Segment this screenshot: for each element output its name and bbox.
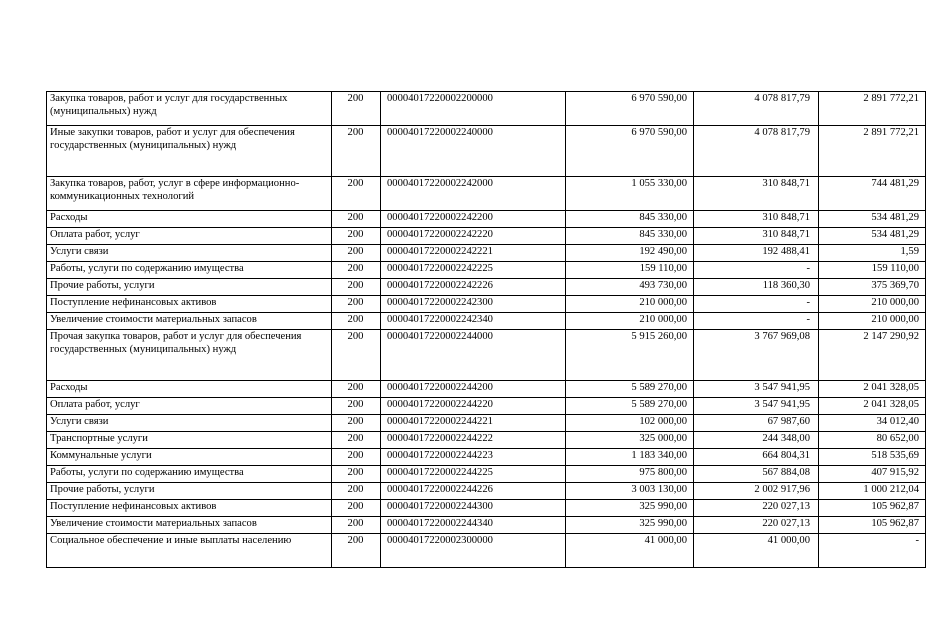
expense-name-cell: Работы, услуги по содержанию имущества: [47, 466, 332, 483]
table-row: [47, 398, 926, 415]
remaining-amount-cell: 105 962,87: [819, 517, 926, 534]
table-row: [47, 534, 926, 568]
remaining-amount-cell: 2 041 328,05: [819, 398, 926, 415]
line-code-cell: 200: [332, 415, 381, 432]
approved-amount-cell: 325 990,00: [566, 500, 694, 517]
budget-classification-code-cell: 00004017220002244340: [381, 517, 566, 534]
table-row: [47, 177, 926, 211]
expense-name-cell: Закупка товаров, работ, услуг в сфере информационно-коммуникационных технологий: [47, 177, 332, 211]
budget-classification-code-cell: 00004017220002242225: [381, 262, 566, 279]
line-code-cell: 200: [332, 449, 381, 466]
table-row: [47, 466, 926, 483]
expense-name-cell: Увеличение стоимости материальных запасов: [47, 517, 332, 534]
table-row: [47, 228, 926, 245]
remaining-amount-cell: 375 369,70: [819, 279, 926, 296]
expense-name-cell: Коммунальные услуги: [47, 449, 332, 466]
line-code-cell: 200: [332, 466, 381, 483]
budget-classification-code-cell: 00004017220002244222: [381, 432, 566, 449]
approved-amount-cell: 6 970 590,00: [566, 126, 694, 177]
table-row: [47, 296, 926, 313]
table-row: [47, 449, 926, 466]
remaining-amount-cell: 1,59: [819, 245, 926, 262]
remaining-amount-cell: 2 891 772,21: [819, 126, 926, 177]
budget-classification-code-cell: 00004017220002244223: [381, 449, 566, 466]
remaining-amount-cell: 2 147 290,92: [819, 330, 926, 381]
executed-amount-cell: 192 488,41: [694, 245, 819, 262]
line-code-cell: 200: [332, 177, 381, 211]
remaining-amount-cell: 210 000,00: [819, 313, 926, 330]
budget-classification-code-cell: 00004017220002244200: [381, 381, 566, 398]
line-code-cell: 200: [332, 92, 381, 126]
expense-name-cell: Поступление нефинансовых активов: [47, 296, 332, 313]
budget-classification-code-cell: 00004017220002242221: [381, 245, 566, 262]
line-code-cell: 200: [332, 381, 381, 398]
remaining-amount-cell: 80 652,00: [819, 432, 926, 449]
remaining-amount-cell: 1 000 212,04: [819, 483, 926, 500]
executed-amount-cell: 67 987,60: [694, 415, 819, 432]
expense-name-cell: Оплата работ, услуг: [47, 228, 332, 245]
line-code-cell: 200: [332, 534, 381, 568]
line-code-cell: 200: [332, 126, 381, 177]
remaining-amount-cell: 534 481,29: [819, 228, 926, 245]
approved-amount-cell: 1 183 340,00: [566, 449, 694, 466]
approved-amount-cell: 845 330,00: [566, 211, 694, 228]
expense-name-cell: Поступление нефинансовых активов: [47, 500, 332, 517]
approved-amount-cell: 41 000,00: [566, 534, 694, 568]
budget-classification-code-cell: 00004017220002244000: [381, 330, 566, 381]
approved-amount-cell: 1 055 330,00: [566, 177, 694, 211]
executed-amount-cell: 41 000,00: [694, 534, 819, 568]
approved-amount-cell: 102 000,00: [566, 415, 694, 432]
executed-amount-cell: -: [694, 313, 819, 330]
line-code-cell: 200: [332, 483, 381, 500]
table-row: [47, 262, 926, 279]
expense-name-cell: Расходы: [47, 381, 332, 398]
expense-name-cell: Услуги связи: [47, 415, 332, 432]
line-code-cell: 200: [332, 330, 381, 381]
executed-amount-cell: 310 848,71: [694, 228, 819, 245]
table-row: [47, 415, 926, 432]
expense-name-cell: Прочая закупка товаров, работ и услуг для обеспечения государственных (муниципальных) нужд: [47, 330, 332, 381]
line-code-cell: 200: [332, 279, 381, 296]
approved-amount-cell: 159 110,00: [566, 262, 694, 279]
approved-amount-cell: 5 589 270,00: [566, 381, 694, 398]
table-row: [47, 483, 926, 500]
executed-amount-cell: 310 848,71: [694, 211, 819, 228]
line-code-cell: 200: [332, 313, 381, 330]
budget-classification-code-cell: 00004017220002242300: [381, 296, 566, 313]
table-row: [47, 279, 926, 296]
budget-execution-table: [46, 91, 926, 568]
budget-classification-code-cell: 00004017220002244226: [381, 483, 566, 500]
expense-name-cell: Прочие работы, услуги: [47, 279, 332, 296]
line-code-cell: 200: [332, 500, 381, 517]
approved-amount-cell: 845 330,00: [566, 228, 694, 245]
expense-name-cell: Увеличение стоимости материальных запасов: [47, 313, 332, 330]
table-row: [47, 92, 926, 126]
remaining-amount-cell: 105 962,87: [819, 500, 926, 517]
executed-amount-cell: 3 767 969,08: [694, 330, 819, 381]
budget-classification-code-cell: 00004017220002300000: [381, 534, 566, 568]
line-code-cell: 200: [332, 245, 381, 262]
executed-amount-cell: 118 360,30: [694, 279, 819, 296]
executed-amount-cell: 2 002 917,96: [694, 483, 819, 500]
budget-classification-code-cell: 00004017220002242200: [381, 211, 566, 228]
budget-classification-code-cell: 00004017220002240000: [381, 126, 566, 177]
budget-classification-code-cell: 00004017220002244221: [381, 415, 566, 432]
executed-amount-cell: 244 348,00: [694, 432, 819, 449]
line-code-cell: 200: [332, 296, 381, 313]
table-row: [47, 211, 926, 228]
budget-classification-code-cell: 00004017220002242340: [381, 313, 566, 330]
line-code-cell: 200: [332, 517, 381, 534]
remaining-amount-cell: 744 481,29: [819, 177, 926, 211]
expense-name-cell: Социальное обеспечение и иные выплаты населению: [47, 534, 332, 568]
line-code-cell: 200: [332, 262, 381, 279]
expense-name-cell: Работы, услуги по содержанию имущества: [47, 262, 332, 279]
executed-amount-cell: 3 547 941,95: [694, 398, 819, 415]
remaining-amount-cell: 2 891 772,21: [819, 92, 926, 126]
table-row: [47, 245, 926, 262]
approved-amount-cell: 975 800,00: [566, 466, 694, 483]
approved-amount-cell: 210 000,00: [566, 313, 694, 330]
table-row: [47, 381, 926, 398]
line-code-cell: 200: [332, 432, 381, 449]
remaining-amount-cell: 210 000,00: [819, 296, 926, 313]
table-body: [47, 92, 926, 568]
approved-amount-cell: 5 589 270,00: [566, 398, 694, 415]
executed-amount-cell: 567 884,08: [694, 466, 819, 483]
line-code-cell: 200: [332, 228, 381, 245]
table-row: [47, 330, 926, 381]
budget-classification-code-cell: 00004017220002200000: [381, 92, 566, 126]
approved-amount-cell: 210 000,00: [566, 296, 694, 313]
approved-amount-cell: 192 490,00: [566, 245, 694, 262]
budget-classification-code-cell: 00004017220002244225: [381, 466, 566, 483]
approved-amount-cell: 325 990,00: [566, 517, 694, 534]
expense-name-cell: Прочие работы, услуги: [47, 483, 332, 500]
budget-classification-code-cell: 00004017220002244220: [381, 398, 566, 415]
remaining-amount-cell: 534 481,29: [819, 211, 926, 228]
approved-amount-cell: 5 915 260,00: [566, 330, 694, 381]
budget-classification-code-cell: 00004017220002242220: [381, 228, 566, 245]
budget-classification-code-cell: 00004017220002242000: [381, 177, 566, 211]
remaining-amount-cell: 407 915,92: [819, 466, 926, 483]
table-row: [47, 517, 926, 534]
remaining-amount-cell: -: [819, 534, 926, 568]
table-row: [47, 313, 926, 330]
executed-amount-cell: -: [694, 262, 819, 279]
budget-classification-code-cell: 00004017220002244300: [381, 500, 566, 517]
expense-name-cell: Транспортные услуги: [47, 432, 332, 449]
approved-amount-cell: 6 970 590,00: [566, 92, 694, 126]
approved-amount-cell: 493 730,00: [566, 279, 694, 296]
executed-amount-cell: 3 547 941,95: [694, 381, 819, 398]
remaining-amount-cell: 34 012,40: [819, 415, 926, 432]
line-code-cell: 200: [332, 398, 381, 415]
remaining-amount-cell: 2 041 328,05: [819, 381, 926, 398]
approved-amount-cell: 325 000,00: [566, 432, 694, 449]
table-row: [47, 126, 926, 177]
executed-amount-cell: 220 027,13: [694, 517, 819, 534]
table-row: [47, 500, 926, 517]
remaining-amount-cell: 518 535,69: [819, 449, 926, 466]
executed-amount-cell: -: [694, 296, 819, 313]
expense-name-cell: Иные закупки товаров, работ и услуг для обеспечения государственных (муниципальных) нужд: [47, 126, 332, 177]
expense-name-cell: Расходы: [47, 211, 332, 228]
executed-amount-cell: 664 804,31: [694, 449, 819, 466]
executed-amount-cell: 4 078 817,79: [694, 126, 819, 177]
line-code-cell: 200: [332, 211, 381, 228]
approved-amount-cell: 3 003 130,00: [566, 483, 694, 500]
executed-amount-cell: 4 078 817,79: [694, 92, 819, 126]
table-row: [47, 432, 926, 449]
executed-amount-cell: 310 848,71: [694, 177, 819, 211]
expense-name-cell: Оплата работ, услуг: [47, 398, 332, 415]
expense-name-cell: Услуги связи: [47, 245, 332, 262]
budget-classification-code-cell: 00004017220002242226: [381, 279, 566, 296]
executed-amount-cell: 220 027,13: [694, 500, 819, 517]
remaining-amount-cell: 159 110,00: [819, 262, 926, 279]
expense-name-cell: Закупка товаров, работ и услуг для государственных (муниципальных) нужд: [47, 92, 332, 126]
